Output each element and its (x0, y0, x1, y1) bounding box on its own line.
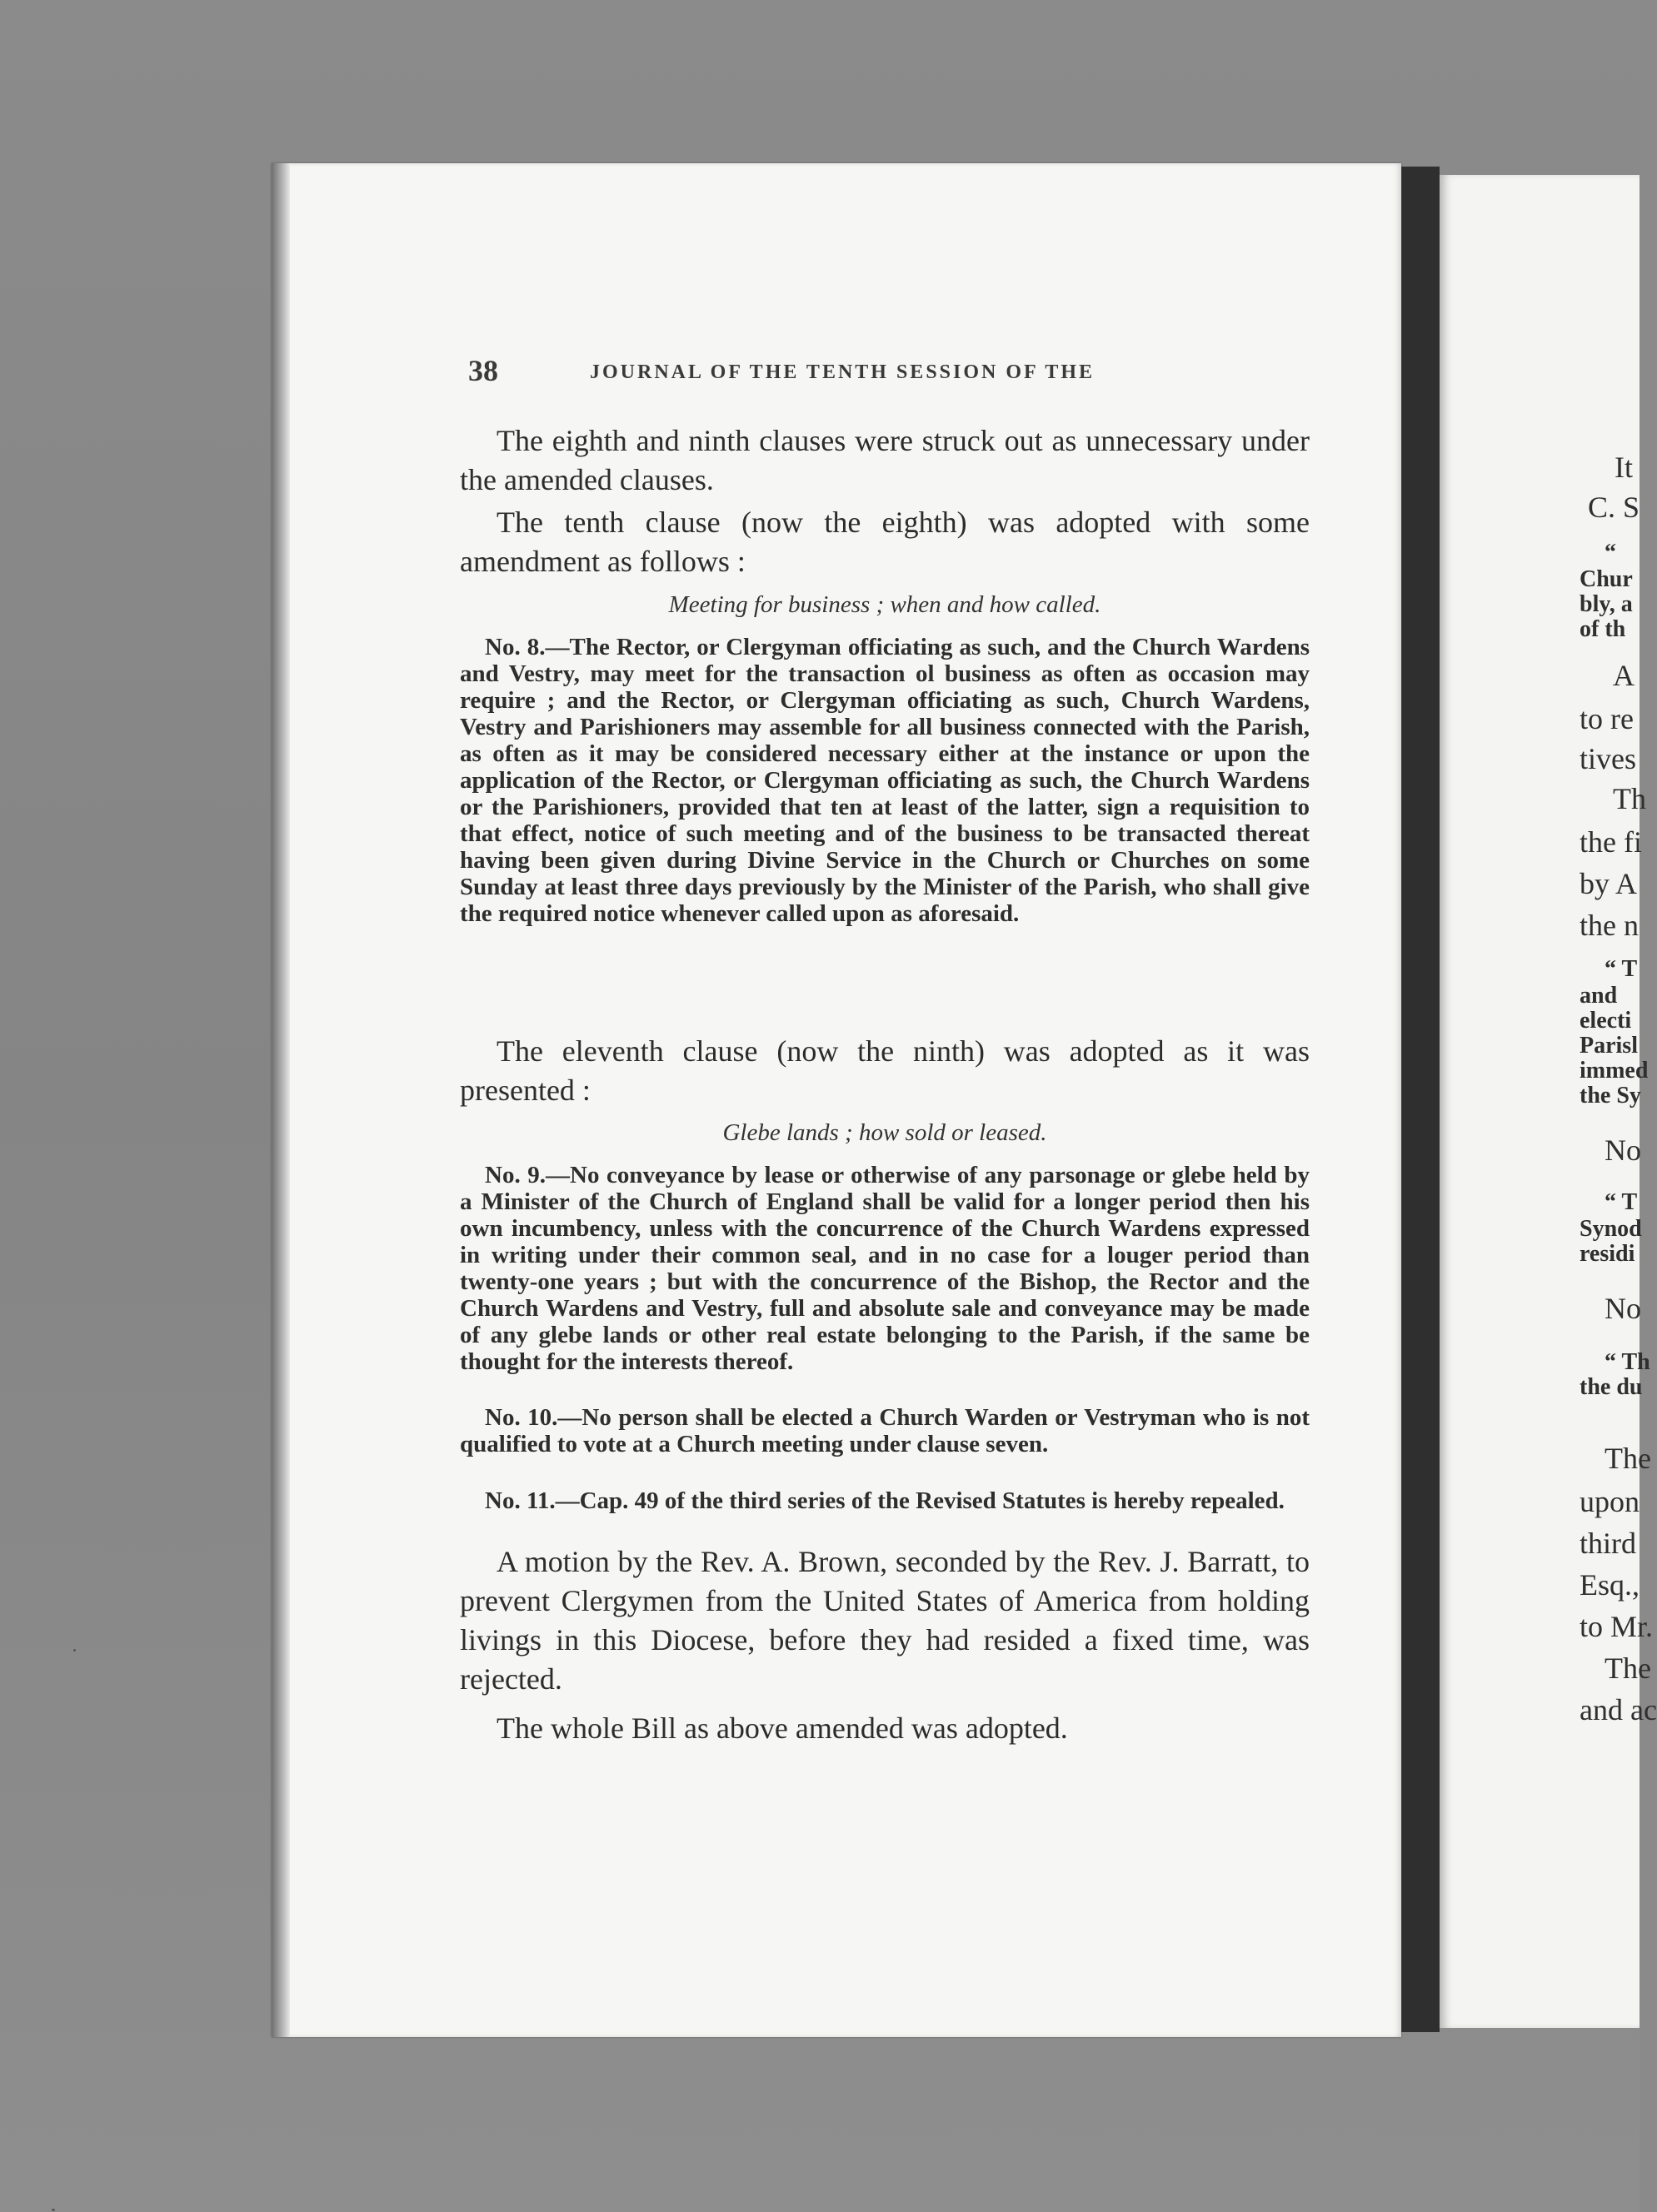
caption-glebe-lands: Glebe lands ; how sold or leased. (722, 1119, 1047, 1146)
right-page-line: A (1613, 659, 1635, 692)
right-page-line: to re (1580, 702, 1634, 735)
scan-speck (52, 2209, 55, 2211)
page-edge-shadow (272, 163, 290, 2037)
clause-no-8: No. 8.—The Rector, or Clergyman officiating as such, and the Church Wardens and Vestry, may meet for the transaction ol business as often as occasion may require ; and the Rector, or Clergyman officiating as such, Church Wardens, Vestry and Parishioners may assemble for all business connected with the Parish, as often as it may be considered necessary either at the instance or upon the application of the Rector, or Clergyman officiating as such, the Church Wardens or the Parishioners, provided that ten at least of the latter, sign a requisition to that effect, notice of such meeting and of the business to be transacted thereat having been given during Divine Service in the Church or Churches on some Sunday at least three days previously by the Minister of the Parish, who shall give the required notice whenever called upon as aforesaid. (460, 634, 1310, 927)
right-page-line: electi (1580, 1008, 1632, 1034)
right-page-line: “ (1605, 540, 1616, 565)
right-page-line: bly, a (1580, 591, 1633, 617)
paragraph-eighth-ninth-clauses: The eighth and ninth clauses were struck out as unnecessary under the amended clauses. (460, 424, 1310, 496)
right-page-line: the n (1580, 909, 1639, 942)
paragraph-bill-adopted: The whole Bill as above amended was adopted. (497, 1711, 1068, 1745)
clause-no-10: No. 10.—No person shall be elected a Church Warden or Vestryman who is not qualified to vote at a Church meeting under clause seven. (460, 1404, 1310, 1457)
paragraph-tenth-clause: The tenth clause (now the eighth) was adopted with some amendment as follows : (460, 506, 1310, 578)
clause-no-11: No. 11.—Cap. 49 of the third series of the Revised Statutes is hereby repealed. (485, 1487, 1285, 1514)
paragraph-motion-rejected: A motion by the Rev. A. Brown, seconded by the Rev. J. Barratt, to prevent Clergymen from the United States of America from holding livings in this Diocese, before they had resided a fixed time, was rejected. (460, 1545, 1310, 1696)
right-page-line: Esq., (1580, 1568, 1640, 1602)
right-page-line: Chur (1580, 566, 1633, 592)
right-page-line: tives (1580, 742, 1636, 775)
right-page-line: to Mr. (1580, 1610, 1654, 1643)
right-page-line: Synod (1580, 1216, 1642, 1242)
clause-no-9: No. 9.—No conveyance by lease or otherwise of any parsonage or glebe held by a Minister of the Church of England shall be valid for a longer period then his own incumbency, unless with the concurrence of the Church Wardens expressed in writing under their common seal, and in no case for a louger period than twenty-one years ; but with the concurrence of the Bishop, the Rector and the Church Wardens and Vestry, full and absolute sale and conveyance may be made of any glebe lands or other real estate belonging to the Parish, if the same be thought for the interests thereof. (460, 1162, 1310, 1375)
right-page-line: third (1580, 1527, 1636, 1560)
right-page-line: No (1605, 1292, 1641, 1325)
right-page-line: Th (1613, 782, 1646, 815)
right-page-line: residi (1580, 1241, 1635, 1267)
right-page-line: “ T (1605, 956, 1638, 982)
book-gutter (1401, 167, 1440, 2032)
right-page-line: the fi (1580, 825, 1642, 859)
right-page-line: The (1605, 1442, 1651, 1475)
left-page (272, 163, 1401, 2037)
right-page-line: C. S (1588, 491, 1640, 524)
page-header (468, 353, 1435, 395)
running-head: JOURNAL OF THE TENTH SESSION OF THE (590, 361, 1096, 383)
right-page-fragment (1440, 175, 1657, 2028)
right-page-line: immed (1580, 1058, 1649, 1084)
paragraph-eleventh-clause: The eleventh clause (now the ninth) was adopted as it was presented : (460, 1034, 1310, 1107)
right-page-line: of th (1580, 616, 1626, 642)
right-page-line: “ Th (1605, 1349, 1650, 1375)
right-page-line: Parisl (1580, 1033, 1638, 1059)
caption-meeting-for-business: Meeting for business ; when and how called. (668, 591, 1101, 618)
page-number: 38 (468, 354, 498, 387)
scan-speck (73, 1649, 76, 1652)
right-page-line: No (1605, 1133, 1641, 1167)
right-page-line: the du (1580, 1374, 1643, 1400)
right-page-line: and (1580, 983, 1618, 1009)
right-page-line: It (1615, 451, 1633, 484)
right-page-line: by A (1580, 867, 1638, 900)
right-page-line: upon (1580, 1485, 1640, 1518)
right-page-line: the Sy (1580, 1083, 1641, 1108)
right-page-line: “ T (1605, 1189, 1638, 1215)
right-page-line: The (1605, 1652, 1651, 1685)
right-page-line: and ac (1580, 1693, 1657, 1726)
